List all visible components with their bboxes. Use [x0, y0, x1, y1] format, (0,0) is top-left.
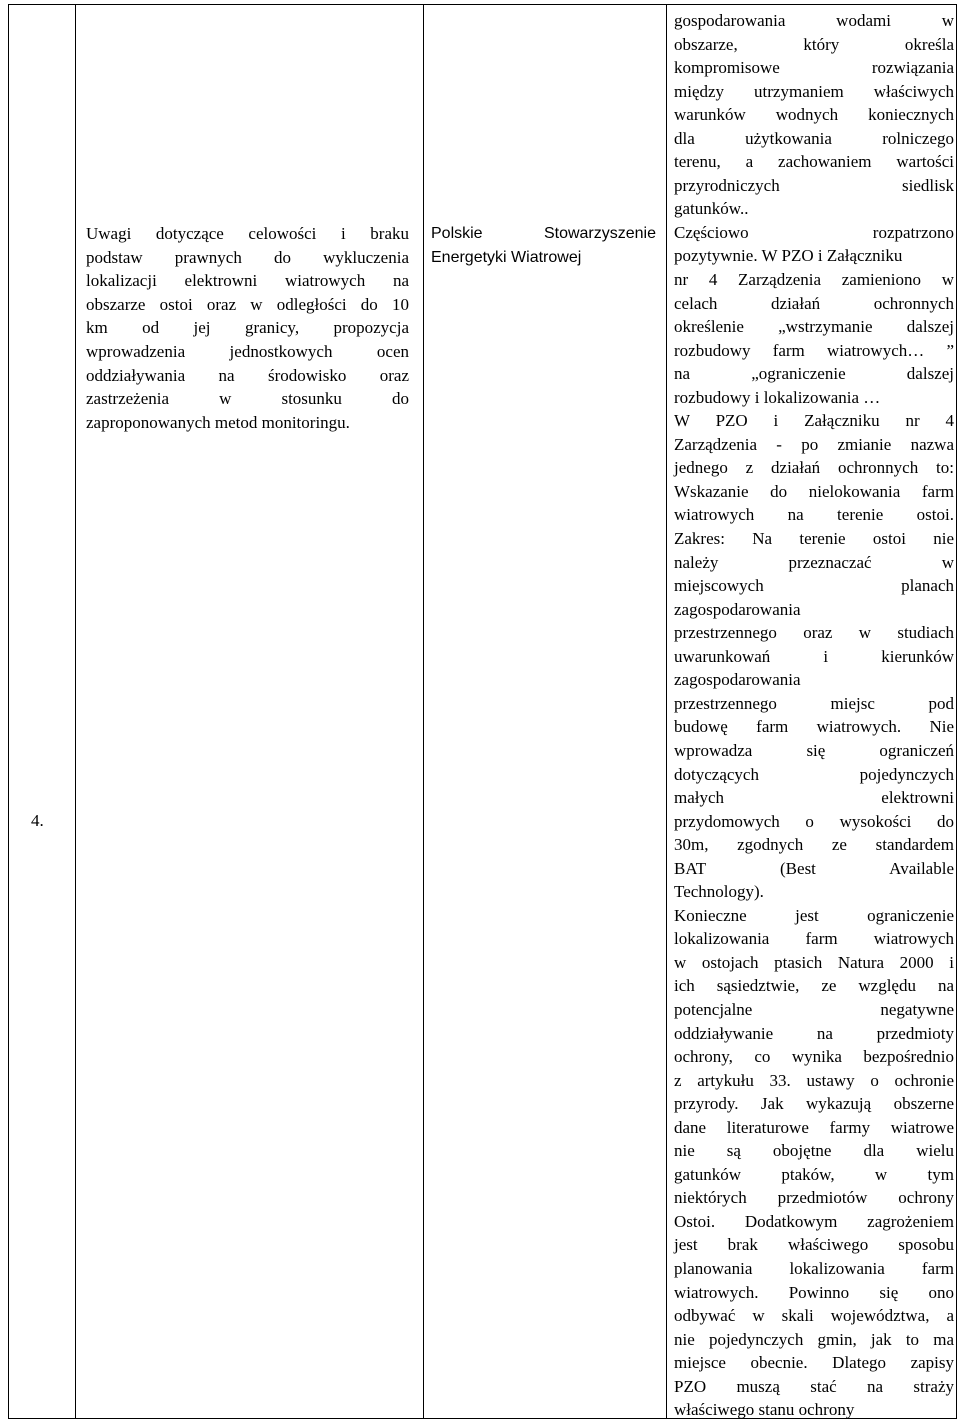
comment-line: wprowadzenia jednostkowych ocen	[86, 341, 409, 361]
comment-line: oddziaływania na środowisko oraz	[86, 365, 409, 385]
response-line: w ostojach ptasich Natura 2000 i	[674, 952, 954, 972]
response-line: miejscowych planach	[674, 576, 954, 596]
response-line: gospodarowania wodami w	[674, 11, 954, 30]
response-line: warunków wodnych koniecznych	[674, 105, 954, 125]
response-line: nr 4 Zarządzenia zamieniono w	[674, 270, 954, 290]
submitter-line: Energetyki Wiatrowej	[431, 248, 582, 266]
response-line: nie pojedynczych gmin, jak to ma	[674, 1329, 954, 1349]
response-line: przyrodniczych siedlisk	[674, 175, 954, 195]
response-line: oddziaływanie na przedmioty	[674, 1023, 954, 1043]
response-line: W PZO i Załączniku nr 4	[674, 411, 954, 431]
response-line: niektórych przedmiotów ochrony	[674, 1188, 954, 1208]
response-line: przestrzennego miejsc pod	[674, 693, 954, 713]
response-line: PZO muszą stać na straży	[674, 1376, 954, 1396]
response-line: BAT (Best Available	[674, 858, 954, 878]
row-number: 4.	[31, 811, 44, 830]
response-line: między utrzymaniem właściwych	[674, 81, 954, 101]
response-line: dotyczących pojedynczych	[674, 764, 954, 784]
response-line: terenu, a zachowaniem wartości	[674, 152, 954, 172]
comment-line: lokalizacji elektrowni wiatrowych na	[86, 271, 409, 291]
comment-line: obszarze ostoi oraz w odległości do 10	[86, 294, 409, 314]
response-line: budowę farm wiatrowych. Nie	[674, 717, 954, 737]
response-line: przestrzennego oraz w studiach	[674, 623, 954, 643]
response-line: Częściowo rozpatrzono	[674, 222, 954, 242]
response-line: gatunków..	[674, 199, 749, 219]
submitter-cell	[424, 5, 667, 1419]
response-line: 30m, zgodnych ze standardem	[674, 835, 954, 855]
response-line: Zakres: Na terenie ostoi nie	[674, 529, 954, 549]
response-line: Technology).	[674, 882, 764, 902]
response-line: celach działań ochronnych	[674, 293, 954, 313]
comment-line: zaproponowanych metod monitoringu.	[86, 412, 350, 432]
response-line: dla użytkowania rolniczego	[674, 128, 954, 148]
response-line: Wskazanie do nielokowania farm	[674, 481, 954, 501]
response-line: jest brak właściwego sposobu	[674, 1235, 954, 1255]
response-line: wiatrowych na terenie ostoi.	[674, 505, 954, 525]
response-line: dane literaturowe farmy wiatrowe	[674, 1117, 954, 1137]
response-line: odbywać w skali województwa, a	[674, 1306, 954, 1326]
response-line: potencjalne negatywne	[674, 999, 954, 1019]
response-line: należy przeznaczać w	[674, 552, 954, 572]
response-line: wiatrowych. Powinno się ono	[674, 1282, 954, 1302]
response-line: z artykułu 33. ustawy o ochronie	[674, 1070, 954, 1090]
response-line: rozbudowy i lokalizowania …	[674, 387, 881, 407]
comment-text	[86, 222, 409, 434]
response-line: przyrody. Jak wykazują obszerne	[674, 1094, 954, 1114]
comment-line: Uwagi dotyczące celowości i braku	[86, 224, 409, 243]
response-line: ochrony, co wynika bezpośrednio	[674, 1047, 954, 1067]
response-line: określenie „wstrzymanie dalszej	[674, 317, 954, 337]
response-line: małych elektrowni	[674, 788, 954, 808]
response-text	[674, 9, 954, 1422]
response-line: Konieczne jest ograniczenie	[674, 905, 954, 925]
response-line: planowania lokalizowania farm	[674, 1258, 954, 1278]
comment-line: km od jej granicy, propozycja	[86, 318, 409, 338]
comments-table	[8, 4, 957, 1419]
response-line: gatunków ptaków, w tym	[674, 1164, 954, 1184]
response-line: kompromisowe rozwiązania	[674, 58, 954, 78]
response-line: zagospodarowania	[674, 670, 801, 690]
response-line: na „ograniczenie dalszej	[674, 364, 954, 384]
comment-line: zastrzeżenia w stosunku do	[86, 389, 409, 409]
response-line: Zarządzenia - po zmianie nazwa	[674, 434, 954, 454]
table-row	[9, 5, 957, 1419]
response-line: rozbudowy farm wiatrowych… ”	[674, 340, 954, 360]
response-line: lokalizowania farm wiatrowych	[674, 929, 954, 949]
response-line: nie są obojętne dla wielu	[674, 1141, 954, 1161]
response-line: Ostoi. Dodatkowym zagrożeniem	[674, 1211, 954, 1231]
comment-cell	[76, 5, 424, 1419]
response-line: obszarze, który określa	[674, 34, 954, 54]
response-line: właściwego stanu ochrony	[674, 1400, 855, 1420]
response-line: ich sąsiedztwie, ze względu na	[674, 976, 954, 996]
response-line: jednego z działań ochronnych to:	[674, 458, 954, 478]
response-line: uwarunkowań i kierunków	[674, 646, 954, 666]
response-line: pozytywnie. W PZO i Załączniku	[674, 246, 903, 266]
response-line: zagospodarowania	[674, 599, 801, 619]
response-line: miejsce obecnie. Dlatego zapisy	[674, 1353, 954, 1373]
comment-line: podstaw prawnych do wykluczenia	[86, 247, 409, 267]
response-cell	[667, 5, 957, 1419]
submitter-line: Polskie Stowarzyszenie	[431, 225, 656, 242]
response-line: przydomowych o wysokości do	[674, 811, 954, 831]
number-cell	[9, 5, 76, 1419]
submitter-name	[431, 222, 656, 269]
response-line: wprowadza się ograniczeń	[674, 740, 954, 760]
